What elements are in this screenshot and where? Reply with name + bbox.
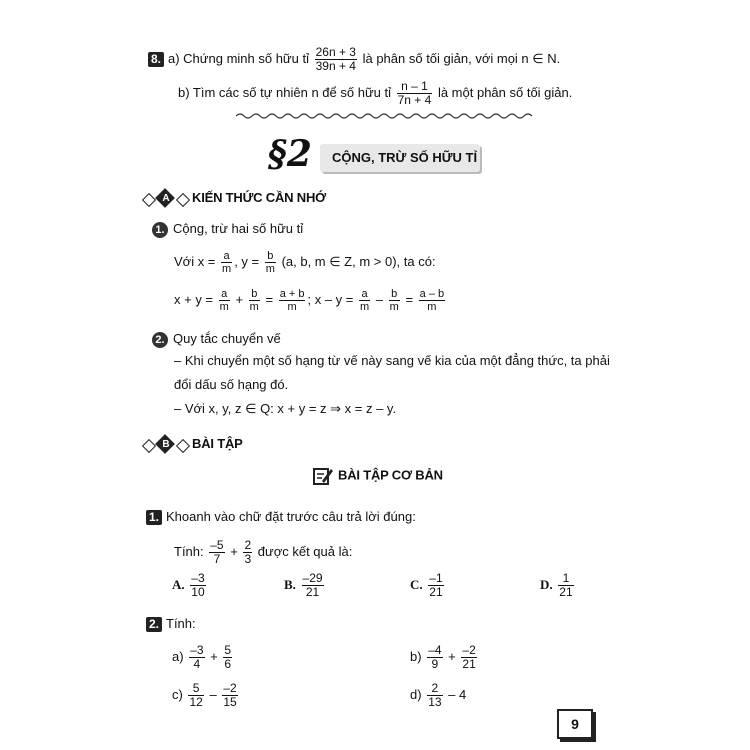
fraction: $\frac{a + b}{m}$ <box>279 288 305 313</box>
choice-b[interactable]: B. $\frac{-29}{21}$ <box>284 571 323 599</box>
exercise-number-badge: 2. <box>146 617 162 632</box>
fraction: $\frac{a}{m}$ <box>359 288 370 313</box>
exercise-2a: a) $\frac{-3}{4}$ + $\frac{5}{6}$ <box>172 643 232 671</box>
part-a-heading: A KIẾN THỨC CẦN NHỚ <box>144 190 326 207</box>
knowledge-item-1-title: 1. Cộng, trừ hai số hữu tỉ <box>152 221 303 238</box>
knowledge-item-2-title: 2. Quy tắc chuyển vế <box>152 331 281 348</box>
fraction: $\frac{5}{6}$ <box>224 643 232 671</box>
fraction: $\frac{n - 1}{7n + 4}$ <box>397 79 432 107</box>
choice-d[interactable]: D. $\frac{1}{21}$ <box>540 571 573 599</box>
knowledge-item-2-line1: – Khi chuyển một số hạng từ vế này sang vế kia của một đẳng thức, ta phải <box>174 353 610 368</box>
fraction: $\frac{-2}{15}$ <box>223 681 237 709</box>
fraction: $\frac{5}{12}$ <box>189 681 203 709</box>
exercise-2-prompt: 2. Tính: <box>146 616 196 632</box>
fraction: $\frac{2}{13}$ <box>428 681 442 709</box>
fraction: $\frac{1}{21}$ <box>559 571 573 599</box>
part-badge-icon: B <box>144 437 188 453</box>
fraction: $\frac{-3}{10}$ <box>191 571 205 599</box>
exercise-2d: d) $\frac{2}{13}$ – 4 <box>410 681 467 709</box>
exercise-number-badge: 8. <box>148 52 164 67</box>
fraction: $\frac{2}{3}$ <box>244 538 252 566</box>
fraction: $\frac{-2}{21}$ <box>462 643 476 671</box>
item-number-badge: 2. <box>152 332 168 348</box>
section-title: CỘNG, TRỪ SỐ HỮU TỈ <box>332 150 478 165</box>
sub-heading: BÀI TẬP CƠ BẢN <box>312 466 443 486</box>
fraction: $\frac{-5}{7}$ <box>210 538 224 566</box>
choice-a[interactable]: A. $\frac{-3}{10}$ <box>172 571 205 599</box>
fraction: $\frac{b}{m}$ <box>389 288 399 313</box>
prev-exercise-a: 8. a) Chứng minh số hữu tỉ $\frac{26n + 3}{39n + 4}$ là phân số tối giản, với mọi n ∈ N. <box>148 46 560 73</box>
fraction: $\frac{b}{m}$ <box>249 288 259 313</box>
knowledge-item-1-line2: x + y = $\frac{a}{m}$ + $\frac{b}{m}$ = $\frac{a + b}{m}$ ; x – y = $\frac{a}{m}$ – $\frac{b}{m}$ = $\frac{a - b}{m}$ <box>174 288 445 313</box>
fraction: $\frac{a - b}{m}$ <box>419 288 445 313</box>
exercise-1-calc: Tính: $\frac{-5}{7}$ + $\frac{2}{3}$ được kết quả là: <box>174 538 353 566</box>
item-number-badge: 1. <box>152 222 168 238</box>
fraction: $\frac{a}{m}$ <box>219 288 229 313</box>
section-symbol: §2 <box>268 133 312 175</box>
part-badge-icon: A <box>144 191 188 207</box>
exercise-2b: b) $\frac{-4}{9}$ + $\frac{-2}{21}$ <box>410 643 476 671</box>
knowledge-item-2-line3: – Với x, y, z ∈ Q: x + y = z ⇒ x = z – y. <box>174 401 397 416</box>
section-heading <box>268 134 480 176</box>
page-number: 9 <box>557 709 593 739</box>
fraction: $\frac{-3}{4}$ <box>190 643 204 671</box>
fraction: $\frac{a}{m}$ <box>222 250 232 275</box>
fraction: $\frac{b}{m}$ <box>265 250 275 275</box>
fraction: $\frac{-4}{9}$ <box>428 643 442 671</box>
prev-exercise-b: b) Tìm các số tự nhiên n để số hữu tỉ $\frac{n - 1}{7n + 4}$ là một phân số tối giản. <box>178 79 573 107</box>
exercise-number-badge: 1. <box>146 510 162 525</box>
fraction: $\frac{-1}{21}$ <box>429 571 443 599</box>
exercise-2c: c) $\frac{5}{12}$ – $\frac{-2}{15}$ <box>172 681 237 709</box>
knowledge-item-1-line1: Với x = $\frac{a}{m}$ , y = $\frac{b}{m}$ (a, b, m ∈ Z, m > 0), ta có: <box>174 250 436 275</box>
part-b-heading: B BÀI TẬP <box>144 436 243 453</box>
wavy-divider <box>236 112 538 120</box>
choice-c[interactable]: C. $\frac{-1}{21}$ <box>410 571 443 599</box>
pencil-notepad-icon <box>312 466 334 486</box>
exercise-1-prompt: 1. Khoanh vào chữ đặt trước câu trả lời đúng: <box>146 509 416 525</box>
fraction: $\frac{26n + 3}{39n + 4}$ <box>315 45 356 73</box>
knowledge-item-2-line2: đổi dấu số hạng đó. <box>174 377 289 392</box>
fraction: $\frac{-29}{21}$ <box>302 571 323 599</box>
